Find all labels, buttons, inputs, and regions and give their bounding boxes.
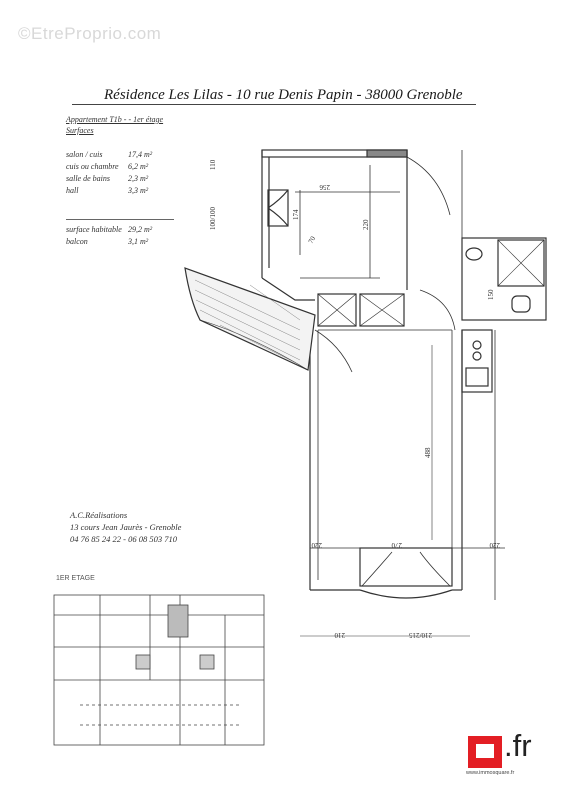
surface-value: 2,3 m² [128, 174, 149, 183]
logo-url: www.immosquare.fr [466, 770, 515, 776]
dim-label-220c: 220 [489, 541, 500, 549]
balcony-edge [360, 590, 452, 598]
surface-label: cuis ou chambre [66, 162, 119, 171]
dim-label-220: 220 [362, 219, 370, 230]
logo-suffix: .fr [504, 728, 532, 763]
dim-label-100: 100/100 [209, 207, 217, 230]
surface-value: 6,2 m² [128, 162, 149, 171]
hall-door-arc [420, 290, 455, 330]
dim-label-210: 210 [334, 631, 345, 639]
dim-label-174: 174 [292, 209, 300, 220]
page-title: Résidence Les Lilas - 10 rue Denis Papin - 38000 Grenoble [104, 87, 463, 103]
surfaces-heading: Surfaces [66, 126, 94, 135]
toilet [512, 296, 530, 312]
closet-door [268, 190, 288, 208]
contact-company: A.C.Réalisations [70, 510, 128, 520]
sink [466, 248, 482, 260]
dim-label-256: 256 [319, 183, 330, 191]
surface-label: salon / cuis [66, 150, 103, 159]
surface-value: 3,3 m² [128, 186, 149, 195]
top-wall-hatch [367, 150, 407, 157]
overview-plan [40, 585, 270, 760]
overview-label: 1ER ETAGE [56, 575, 95, 582]
dim-label-220b: 220 [311, 541, 322, 549]
closet-door [268, 208, 288, 226]
corner-wall [262, 278, 315, 300]
window-doors [360, 548, 452, 586]
dim-label-150: 150 [487, 289, 495, 300]
closet [268, 190, 288, 226]
balcony [185, 268, 315, 370]
dim-label-270: 270 [391, 541, 402, 549]
total-value: 29,2 m² [128, 225, 153, 234]
logo-icon [468, 736, 502, 768]
surface-label: salle de bains [66, 174, 110, 183]
apartment-line: Appartement T1b - - 1er étage [66, 115, 164, 124]
total-label: balcon [66, 237, 88, 246]
contact-phones: 04 76 85 24 22 - 06 08 503 710 [70, 534, 177, 544]
balcony-door-arc [315, 330, 352, 372]
dim-label-210215: 210/215 [409, 631, 432, 639]
total-value: 3,1 m² [128, 237, 149, 246]
watermark: ©EtreProprio.com [18, 24, 162, 43]
surface-label: hall [66, 186, 79, 195]
total-label: surface habitable [66, 225, 122, 234]
bedroom-door-arc [407, 157, 450, 215]
dim-label-110: 110 [209, 159, 217, 170]
dim-label-488: 488 [424, 447, 432, 458]
contact-address: 13 cours Jean Jaurès - Grenoble [70, 522, 182, 532]
surface-value: 17,4 m² [128, 150, 153, 159]
dim-label-70: 70 [306, 234, 318, 245]
